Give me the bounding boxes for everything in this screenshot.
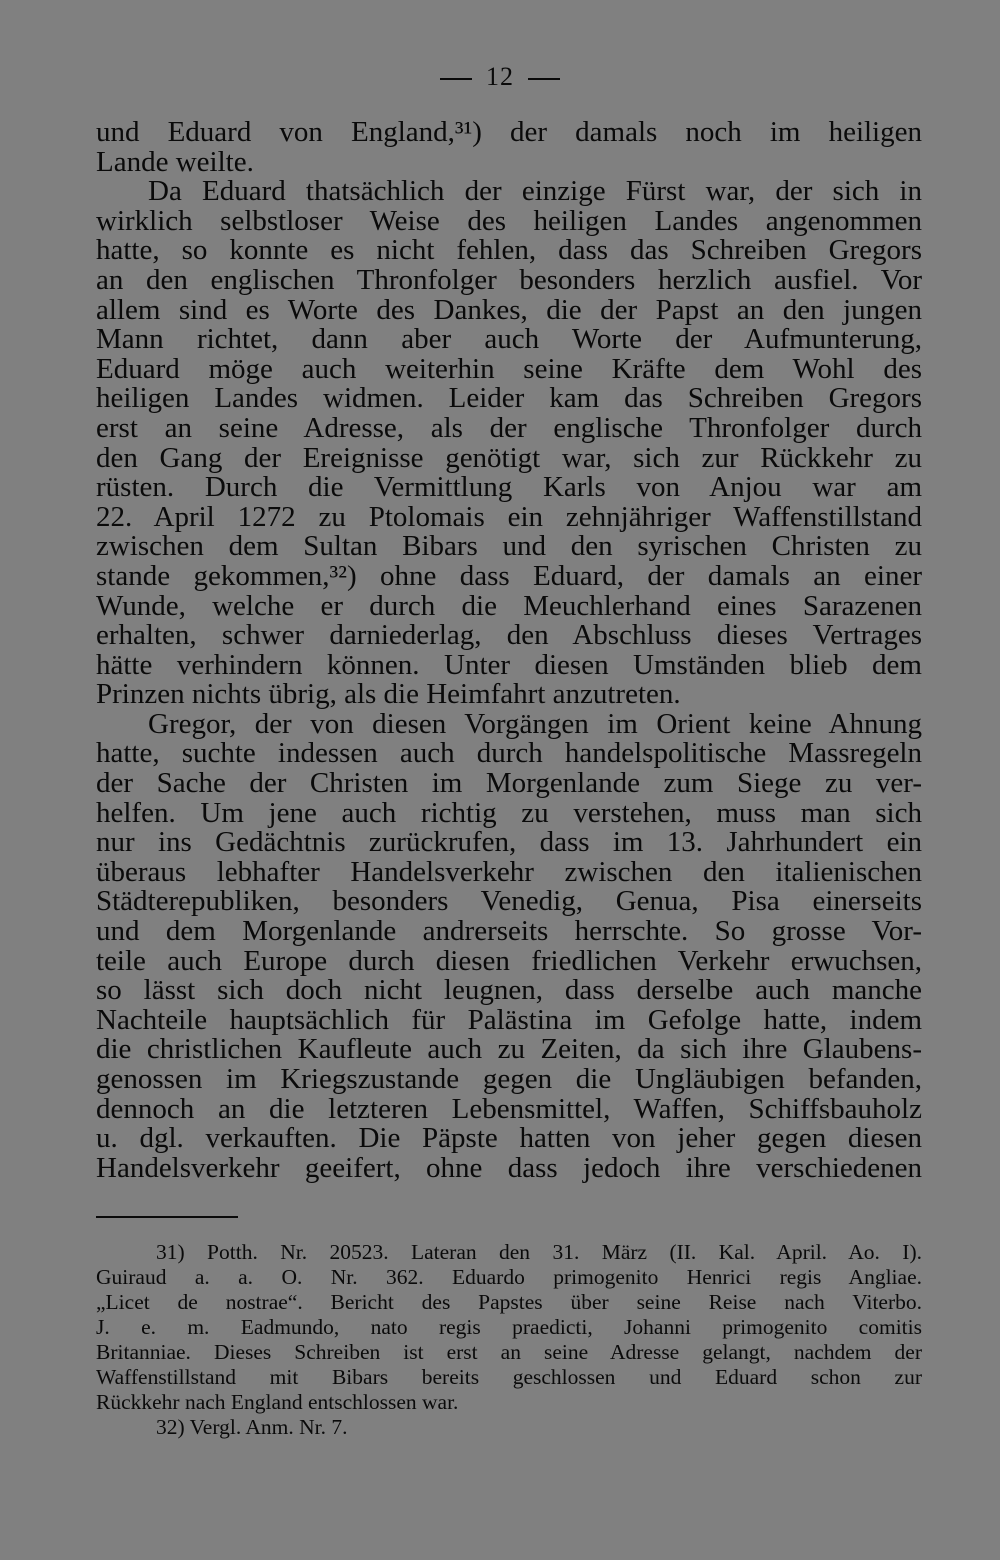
text-line: den Gang der Ereignisse genötigt war, sich zur Rückkehr zu bbox=[96, 441, 922, 474]
text-line: genossen im Kriegszustande gegen die Ungläubigen befanden, bbox=[96, 1063, 922, 1095]
page-header bbox=[0, 62, 1000, 92]
text-line: Lande weilte. bbox=[96, 145, 254, 178]
text-line: allem sind es Worte des Dankes, die der Papst an den jungen bbox=[96, 293, 922, 326]
text-line: u. dgl. verkauften. Die Päpste hatten von jeher gegen diesen bbox=[96, 1122, 922, 1155]
footnote-line: 32) Vergl. Anm. Nr. 7. bbox=[156, 1415, 348, 1439]
text-line: nur ins Gedächtnis zurückrufen, dass im 13. Jahrhundert ein bbox=[96, 826, 922, 859]
text-line: Gregor, der von diesen Vorgängen im Orient keine Ahnung bbox=[148, 707, 922, 740]
text-line: Städterepubliken, besonders Venedig, Genua, Pisa einerseits bbox=[96, 885, 922, 918]
text-line: die christlichen Kaufleute auch zu Zeiten, da sich ihre Glaubens- bbox=[96, 1033, 922, 1066]
text-line: der Sache der Christen im Morgenlande zum Siege zu ver- bbox=[96, 767, 922, 800]
text-line: erhalten, schwer darniederlag, den Abschluss dieses Vertrages bbox=[96, 619, 922, 652]
text-line: und dem Morgenlande andrerseits herrschte. So grosse Vor- bbox=[96, 915, 922, 948]
footnote-line: „Licet de nostrae“. Bericht des Papstes über seine Reise nach Viterbo. bbox=[96, 1290, 922, 1314]
text-line: erst an seine Adresse, als der englische Thronfolger durch bbox=[96, 411, 922, 444]
text-line: dennoch an die letzteren Lebensmittel, Waffen, Schiffsbauholz bbox=[96, 1092, 922, 1125]
text-line: wirklich selbstloser Weise des heiligen Landes angenommen bbox=[96, 204, 922, 237]
text-line: Handelsverkehr geeifert, ohne dass jedoch ihre verschiedenen bbox=[96, 1151, 922, 1184]
footnote-divider bbox=[96, 1216, 238, 1218]
text-line: rüsten. Durch die Vermittlung Karls von Anjou war am bbox=[96, 471, 922, 504]
text-line: Da Eduard thatsächlich der einzige Fürst war, der sich in bbox=[148, 175, 922, 208]
text-line: und Eduard von England,³¹) der damals noch im heiligen bbox=[96, 116, 922, 148]
footnote-line: Britanniae. Dieses Schreiben ist erst an seine Adresse gelangt, nachdem der bbox=[96, 1340, 922, 1364]
footnote-line: J. e. m. Eadmundo, nato regis praedicti, Johanni primogenito comitis bbox=[96, 1315, 922, 1339]
text-line: so lässt sich doch nicht leugnen, dass derselbe auch manche bbox=[96, 974, 922, 1007]
footnote-line: Waffenstillstand mit Bibars bereits geschlossen und Eduard schon zur bbox=[96, 1365, 922, 1389]
header-dash-left bbox=[440, 78, 472, 80]
header-dash-right bbox=[528, 78, 560, 80]
text-line: hatte, so konnte es nicht fehlen, dass das Schreiben Gregors bbox=[96, 234, 922, 267]
text-line: helfen. Um jene auch richtig zu verstehen, muss man sich bbox=[96, 796, 922, 829]
text-line: stande gekommen,³²) ohne dass Eduard, der damals an einer bbox=[96, 559, 922, 592]
text-line: Wunde, welche er durch die Meuchlerhand eines Sarazenen bbox=[96, 589, 922, 622]
text-line: Eduard möge auch weiterhin seine Kräfte dem Wohl des bbox=[96, 352, 922, 385]
footnotes bbox=[96, 1240, 922, 1440]
text-line: Nachteile hauptsächlich für Palästina im Gefolge hatte, indem bbox=[96, 1003, 922, 1036]
text-line: hatte, suchte indessen auch durch handelspolitische Massregeln bbox=[96, 737, 922, 770]
text-line: Prinzen nichts übrig, als die Heimfahrt anzutreten. bbox=[96, 678, 681, 711]
text-line: 22. April 1272 zu Ptolomais ein zehnjähriger Waffenstillstand bbox=[96, 500, 922, 533]
text-line: heiligen Landes widmen. Leider kam das Schreiben Gregors bbox=[96, 382, 922, 415]
text-line: Mann richtet, dann aber auch Worte der Aufmunterung, bbox=[96, 323, 922, 356]
footnote-line: Rückkehr nach England entschlossen war. bbox=[96, 1390, 459, 1414]
text-line: an den englischen Thronfolger besonders herzlich ausfiel. Vor bbox=[96, 263, 922, 296]
page-number: 12 bbox=[486, 62, 514, 91]
footnote-line: Guiraud a. a. O. Nr. 362. Eduardo primogenito Henrici regis Angliae. bbox=[96, 1265, 922, 1289]
text-line: überaus lebhafter Handelsverkehr zwischen den italienischen bbox=[96, 855, 922, 888]
text-line: zwischen dem Sultan Bibars und den syrischen Christen zu bbox=[96, 530, 922, 563]
body-text bbox=[96, 118, 922, 1183]
footnote-line: 31) Potth. Nr. 20523. Lateran den 31. März (II. Kal. April. Ao. I). bbox=[156, 1240, 922, 1264]
text-line: teile auch Europe durch diesen friedlichen Verkehr erwuchsen, bbox=[96, 944, 922, 977]
text-line: hätte verhindern können. Unter diesen Umständen blieb dem bbox=[96, 648, 922, 681]
